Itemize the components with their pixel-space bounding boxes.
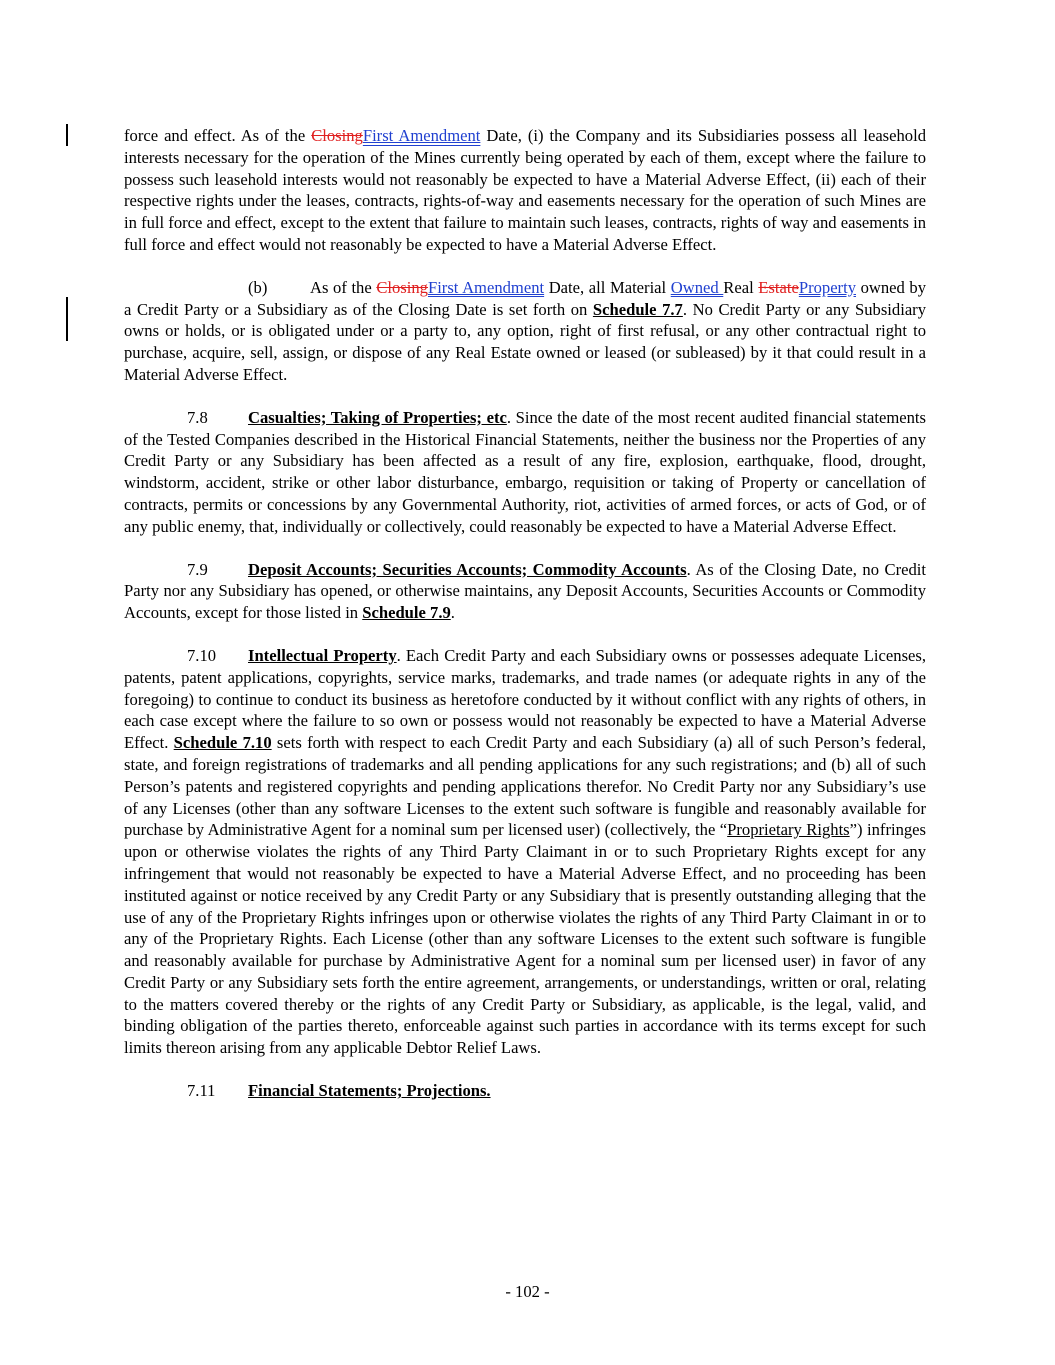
inserted-text: First Amendment bbox=[427, 277, 545, 297]
section-number: 7.11 bbox=[187, 1081, 216, 1101]
deleted-text: Closing bbox=[311, 126, 363, 145]
section-7-11 bbox=[124, 1080, 926, 1102]
section-7-9: 7.9 Deposit Accounts; Securities Accounts; Commodity Accounts. As of the Closing Date, no Credit Party nor any Subsidiary has opened, or otherwise maintains, any Deposit Accounts, Securities Accounts or Commodity Accounts, except for those listed in Schedule 7.9. bbox=[124, 559, 926, 623]
section-number: 7.10 bbox=[187, 645, 217, 665]
section-7-10: 7.10 Intellectual Property. Each Credit Party and each Subsidiary owns or possesses adequate Licenses, patents, patent applications, copyrights, service marks, trademarks, and trade names (or adequate rights in any of the foregoing) to continue to conduct its business as heretofore conducted by it without conflict with any rights of others, in each case except where the failure to so own or possess would not reasonably be expected to have a Material Adverse Effect. Schedule 7.10 sets forth with respect to each Credit Party and each Subsidiary (a) all of such Person’s federal, state, and foreign registrations of trademarks and all pending applications for any such registrations; and (b) all of such Person’s patents and registered copyrights and pending applications therefor. No Credit Party nor any Subsidiary’s use of any Licenses (other than any software Licenses to the extent such software is fungible and reasonably available for purchase by Administrative Agent for a nominal sum per licensed user) (collectively, the “Proprietary Rights”) infringes upon or otherwise violates the rights of any Third Party Claimant in or to such Proprietary Rights except for any infringement that would not reasonably be expected to have a Material Adverse Effect, and no proceeding has been instituted against or notice received by any Credit Party or any Subsidiary that is presently outstanding alleging that the use of any of the Proprietary Rights infringes upon or otherwise violates the rights of any Third Party Claimant in or to any of the Proprietary Rights. Each License (other than any software Licenses to the extent such software is fungible and reasonably available for purchase by Administrative Agent for a nominal sum per licensed user) in favor of any Credit Party or any Subsidiary sets forth the entire agreement, arrangements, or understandings, written or oral, relating to the matters covered thereby or the rights of any Credit Party or Subsidiary, as applicable, is the legal, valid, and binding obligation of the parties thereto, enforceable against such parties in accordance with its terms except for such limits thereon arising from any applicable Debtor Relief Laws. bbox=[124, 645, 926, 1058]
inserted-text: Owned bbox=[670, 277, 724, 297]
section-number: 7.8 bbox=[187, 407, 208, 427]
section-heading: Intellectual Property bbox=[248, 645, 397, 665]
document-page bbox=[124, 125, 926, 1123]
schedule-reference: Schedule 7.9 bbox=[362, 603, 451, 623]
schedule-reference: Schedule 7.7 bbox=[592, 299, 683, 319]
section-heading: Casualties; Taking of Properties; etc bbox=[248, 407, 507, 427]
change-bar bbox=[66, 124, 68, 146]
section-heading: Financial Statements; Projections. bbox=[248, 1081, 491, 1101]
paragraph-b: (b) As of the ClosingFirst Amendment Date, all Material Owned Real EstateProperty owned by a Credit Party or a Subsidiary as of the Closing Date is set forth on Schedule 7.7. No Credit Party or any Subsidiary owns or holds, or is obligated under or a party to, any option, right of first refusal, or any other contractual right to purchase, acquire, sell, assign, or dispose of any Real Estate owned or leased (or subleased) by it that could result in a Material Adverse Effect. bbox=[124, 277, 927, 384]
deleted-text: Closing bbox=[376, 277, 428, 297]
clause-number: (b) bbox=[248, 277, 268, 297]
deleted-text: Estate bbox=[758, 277, 799, 297]
schedule-reference: Schedule 7.10 bbox=[173, 733, 272, 753]
inserted-text: First Amendment bbox=[362, 126, 481, 145]
change-bar bbox=[66, 297, 68, 341]
paragraph-continuation: force and effect. As of the ClosingFirst Amendment Date, (i) the Company and its Subsidiaries possess all leasehold interests necessary for the operation of the Mines currently being operated by each of them, except where the failure to possess such leasehold interests would not reasonably be expected to have a Material Adverse Effect, (ii) each of their respective rights under the leases, contracts, rights-of-way and easements necessary for the operation of such Mines are in full force and effect, except to the extent that failure to maintain such leases, contracts, rights of way and easements in full force and effect would not reasonably be expected to have a Material Adverse Effect. bbox=[124, 126, 927, 254]
section-heading: Deposit Accounts; Securities Accounts; Commodity Accounts bbox=[248, 559, 687, 579]
section-7-8: 7.8 Casualties; Taking of Properties; etc. Since the date of the most recent audited financial statements of the Tested Companies described in the Historical Financial Statements, neither the business nor the Properties of any Credit Party or any Subsidiary has been affected as a result of any fire, explosion, earthquake, flood, drought, windstorm, accident, strike or other labor disturbance, embargo, requisition or taking of Property or cancellation of contracts, permits or concessions by any Governmental Authority, riot, activities of armed forces, or acts of God, or of any public enemy, that, individually or collectively, could reasonably be expected to have a Material Adverse Effect. bbox=[124, 407, 926, 536]
page-number: - 102 - bbox=[505, 1282, 550, 1301]
defined-term: Proprietary Rights bbox=[727, 820, 850, 840]
section-number: 7.9 bbox=[187, 559, 208, 579]
inserted-text: Property bbox=[798, 277, 856, 297]
